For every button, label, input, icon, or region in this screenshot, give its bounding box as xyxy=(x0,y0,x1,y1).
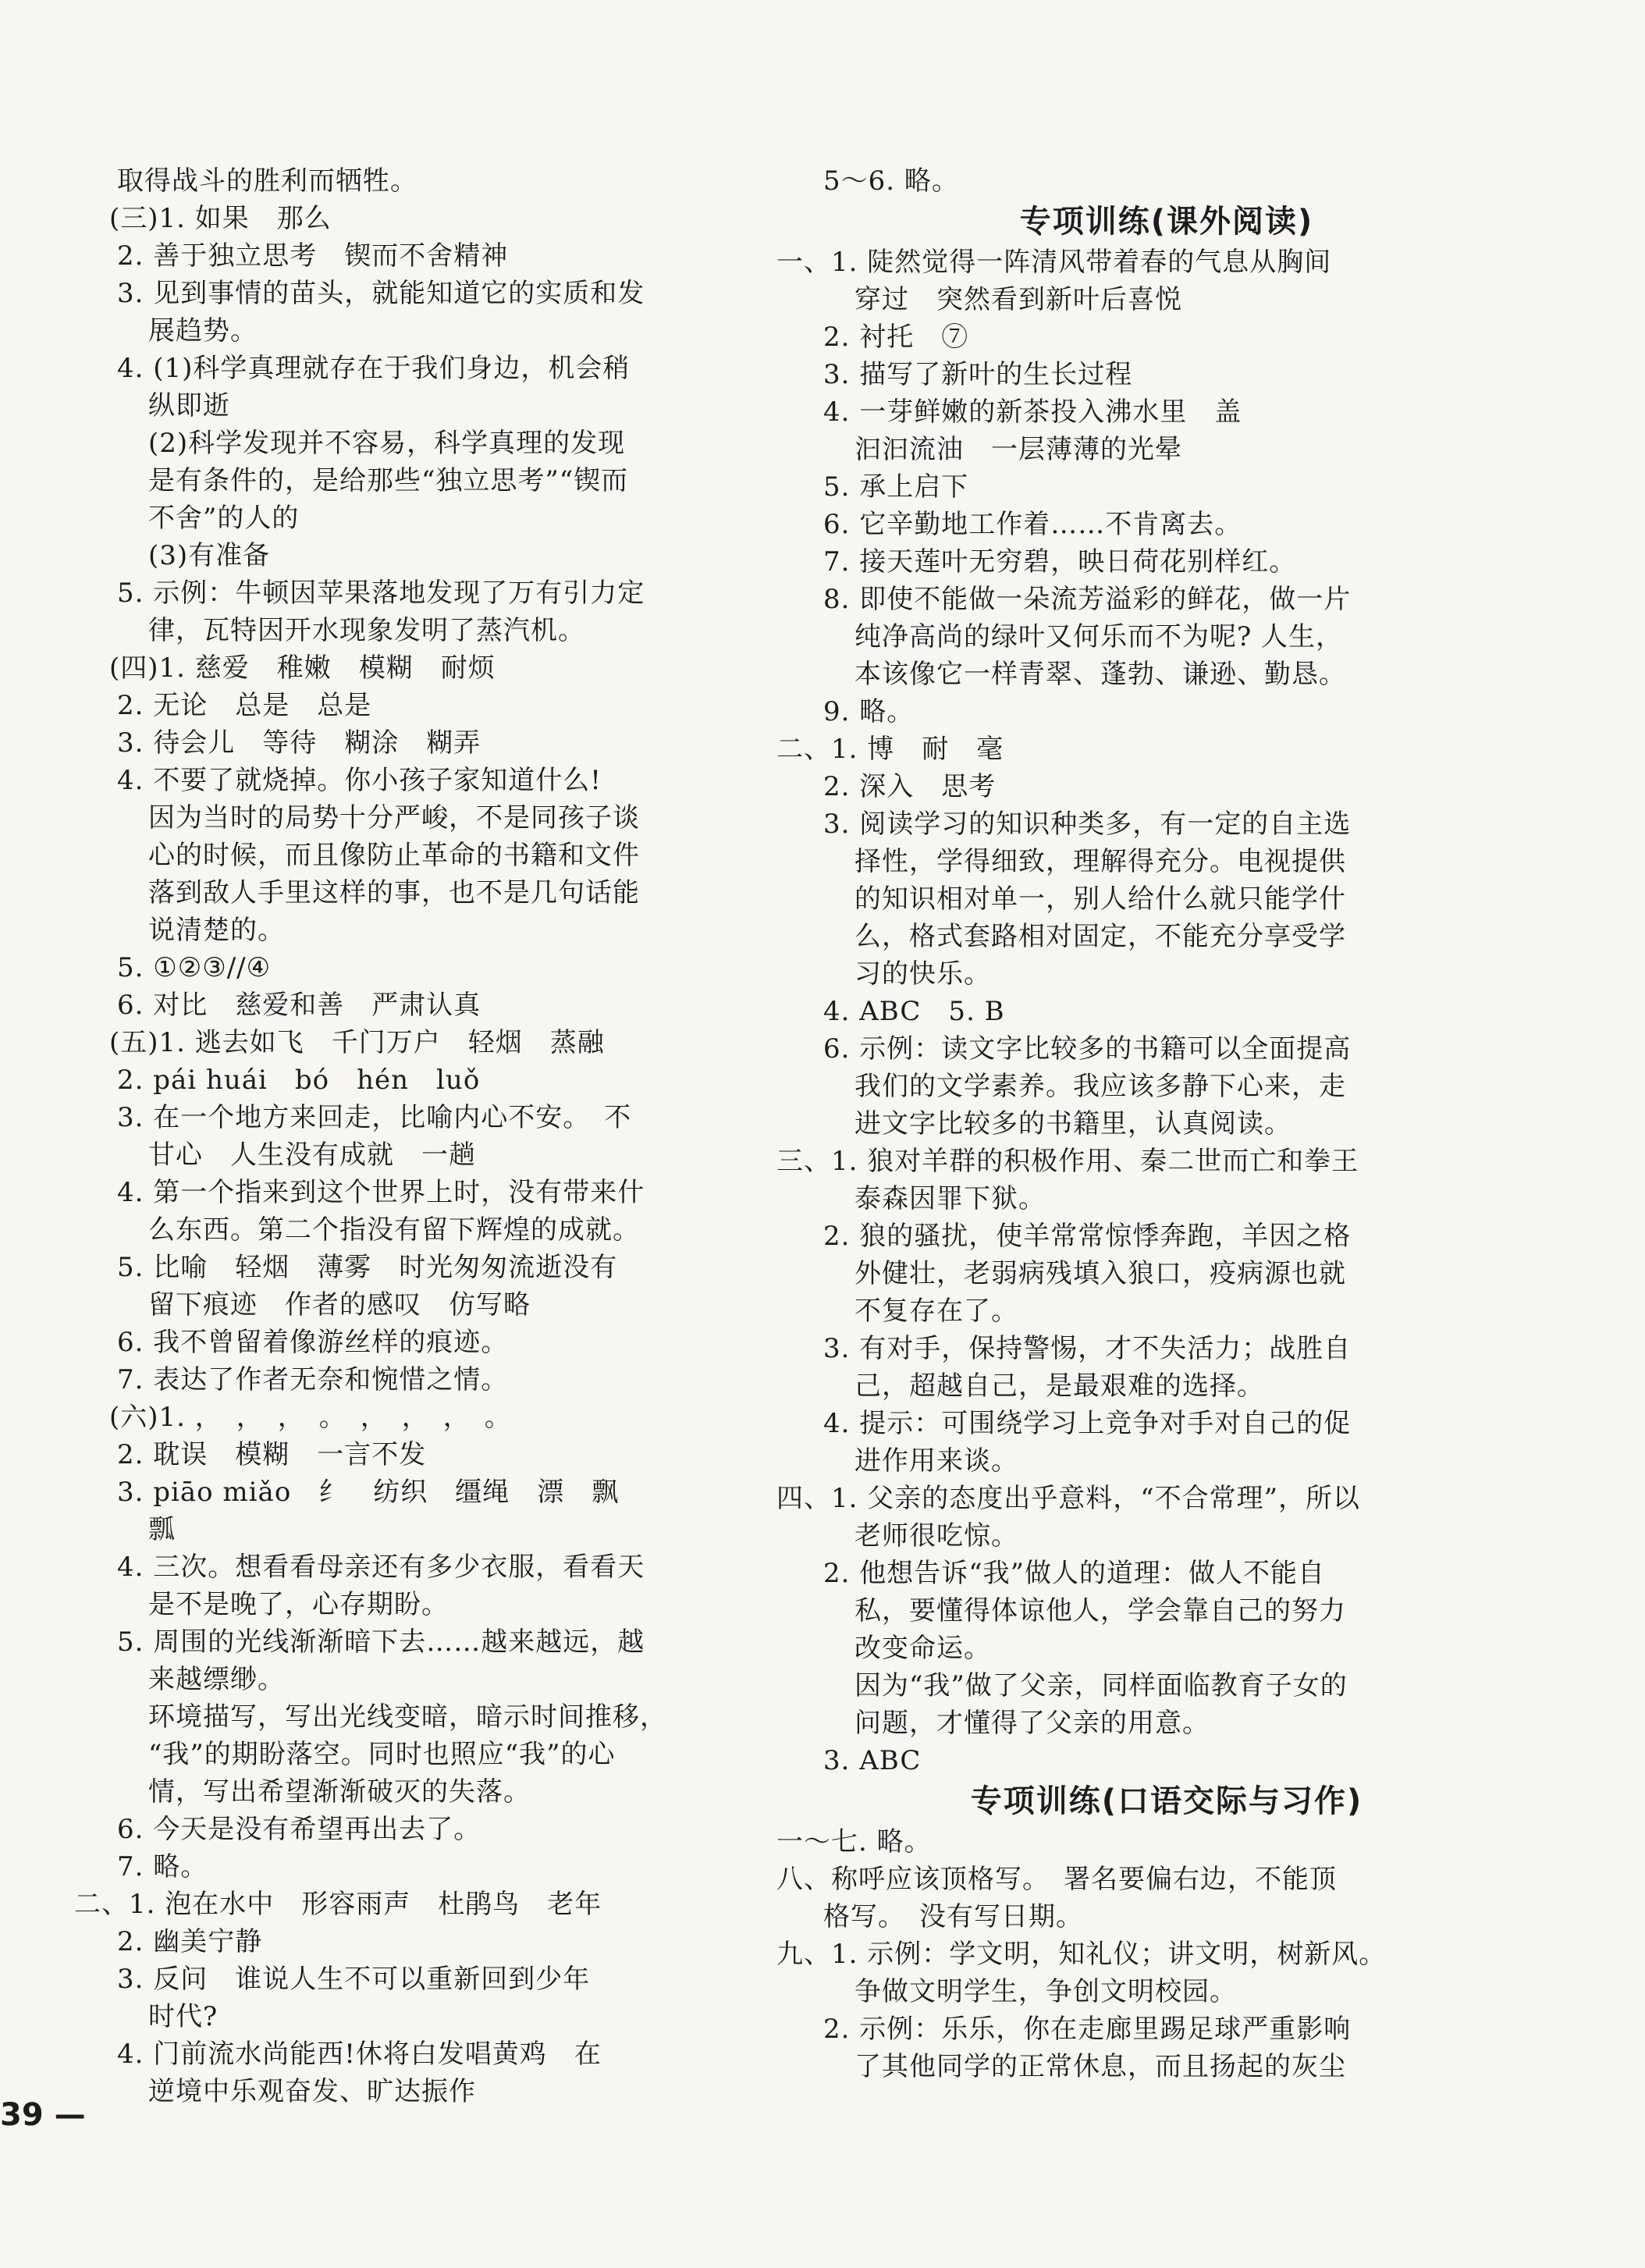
answer-line: 心的时候，而且像防止革命的书籍和文件 xyxy=(148,840,640,871)
answer-line: 5. 周围的光线渐渐暗下去……越来越远，越 xyxy=(117,1626,645,1658)
answer-line: 2. 幽美宁静 xyxy=(117,1926,263,1957)
answer-line: 4. 提示：可围绕学习上竞争对手对自己的促 xyxy=(823,1408,1352,1439)
answer-line: 是不是晚了，心存期盼。 xyxy=(148,1589,449,1620)
right-column xyxy=(776,162,1557,2085)
answer-line: 九、1. 示例：学文明，知礼仪；讲文明，树新风。 xyxy=(776,1939,1387,1970)
answer-line: 落到敌人手里这样的事，也不是几句话能 xyxy=(148,877,640,908)
answer-line: 不复存在了。 xyxy=(854,1296,1018,1327)
answer-line: 3. 待会儿 等待 糊涂 糊弄 xyxy=(117,727,481,759)
answer-line: 了其他同学的正常休息，而且扬起的灰尘 xyxy=(854,2051,1346,2082)
answer-line: 2. 无论 总是 总是 xyxy=(117,690,372,721)
answer-line: 8. 即使不能做一朵流芳溢彩的鲜花，做一片 xyxy=(823,584,1352,615)
answer-line: 7. 表达了作者无奈和惋惜之情。 xyxy=(117,1364,509,1395)
left-column xyxy=(74,162,812,2110)
answer-line: 5. ①②③//④ xyxy=(117,952,272,983)
answer-line: 说清楚的。 xyxy=(148,915,285,946)
answer-line: 改变命运。 xyxy=(854,1633,991,1664)
answer-line: 时代? xyxy=(148,2001,219,2032)
answer-line: 汩汩流油 一层薄薄的光晕 xyxy=(854,434,1182,465)
answer-line: 7. 略。 xyxy=(117,1851,208,1882)
answer-line: 四、1. 父亲的态度出乎意料，“不合常理”，所以 xyxy=(776,1483,1361,1514)
answer-line: 7. 接天莲叶无穷碧，映日荷花别样红。 xyxy=(823,546,1297,578)
answer-line: 3. 反问 谁说人生不可以重新回到少年 xyxy=(117,1964,591,1995)
answer-line: 5. 示例：牛顿因苹果落地发现了万有引力定 xyxy=(117,578,645,609)
answer-line: 9. 略。 xyxy=(823,696,915,727)
answer-line: 我们的文学素养。我应该多静下心来，走 xyxy=(854,1071,1346,1102)
answer-line: 2. 他想告诉“我”做人的道理：做人不能自 xyxy=(823,1558,1326,1589)
answer-line: (2)科学发现并不容易，科学真理的发现 xyxy=(148,428,626,459)
answer-line: 瓢 xyxy=(148,1514,176,1545)
answer-line: 6. 今天是没有希望再出去了。 xyxy=(117,1814,481,1845)
answer-line: (3)有准备 xyxy=(148,540,271,571)
answer-line: 来越缥缈。 xyxy=(148,1664,285,1695)
answer-line: 3. 有对手，保持警惕，才不失活力；战胜自 xyxy=(823,1333,1352,1364)
answer-line: 4. 不要了就烧掉。你小孩子家知道什么! xyxy=(117,765,602,796)
answer-line: 己，超越自己，是最艰难的选择。 xyxy=(854,1370,1264,1402)
answer-line: 一、1. 陡然觉得一阵清风带着春的气息从胸间 xyxy=(776,247,1332,278)
answer-line: 2. pái huái bó hén luǒ xyxy=(117,1065,481,1096)
answer-line: 三、1. 狼对羊群的积极作用、秦二世而亡和拳王 xyxy=(776,1146,1359,1177)
answer-line: 3. 见到事情的苗头，就能知道它的实质和发 xyxy=(117,278,645,309)
answer-line: 因为“我”做了父亲，同样面临教育子女的 xyxy=(854,1670,1348,1701)
answer-line: 2. 狼的骚扰，使羊常常惊悸奔跑，羊因之格 xyxy=(823,1221,1352,1252)
answer-line: 4. (1)科学真理就存在于我们身边，机会稍 xyxy=(117,353,631,384)
answer-line: 逆境中乐观奋发、旷达振作 xyxy=(148,2076,476,2107)
answer-line: (四)1. 慈爱 稚嫩 模糊 耐烦 xyxy=(109,652,496,684)
answer-line: 么，格式套路相对固定，不能充分享受学 xyxy=(854,921,1346,952)
answer-line: 纯净高尚的绿叶又何乐而不为呢? 人生， xyxy=(854,621,1344,652)
answer-line: 是有条件的，是给那些“独立思考”“锲而 xyxy=(148,465,629,496)
answer-line: 私，要懂得体谅他人，学会靠自己的努力 xyxy=(854,1595,1346,1626)
answer-line: 外健壮，老弱病残填入狼口，疫病源也就 xyxy=(854,1258,1346,1289)
answer-line: 4. 三次。想看看母亲还有多少衣服，看看天 xyxy=(117,1552,645,1583)
answer-line: 3. ABC xyxy=(823,1745,922,1776)
answer-line: 甘心 人生没有成就 一趟 xyxy=(148,1139,476,1171)
answer-line: 2. 衬托 ⑦ xyxy=(823,322,969,353)
answer-line: 情，写出希望渐渐破灭的失落。 xyxy=(148,1776,531,1808)
answer-line: 穿过 突然看到新叶后喜悦 xyxy=(854,284,1182,315)
section-heading: 专项训练(口语交际与习作) xyxy=(970,1783,1363,1819)
answer-line: 4. ABC 5. B xyxy=(823,996,1005,1027)
answer-line: 4. 门前流水尚能西!休将白发唱黄鸡 在 xyxy=(117,2039,602,2070)
answer-line: 习的快乐。 xyxy=(854,958,991,990)
answer-line: 3. 在一个地方来回走，比喻内心不安。 不 xyxy=(117,1102,632,1133)
answer-line: 一～七. 略。 xyxy=(776,1826,932,1857)
answer-line: 6. 示例：读文字比较多的书籍可以全面提高 xyxy=(823,1033,1352,1065)
answer-line: 的知识相对单一，别人给什么就只能学什 xyxy=(854,883,1346,915)
answer-line: 5. 承上启下 xyxy=(823,471,969,503)
answer-line: (六)1. ， ， ， 。 ， ， ， 。 xyxy=(109,1402,512,1433)
answer-line: 二、1. 泡在水中 形容雨声 杜鹃鸟 老年 xyxy=(74,1889,602,1920)
answer-line: 律，瓦特因开水现象发明了蒸汽机。 xyxy=(148,615,585,646)
answer-line: 3. 阅读学习的知识种类多，有一定的自主选 xyxy=(823,809,1352,840)
answer-line: (三)1. 如果 那么 xyxy=(109,203,332,234)
answer-line: 么东西。第二个指没有留下辉煌的成就。 xyxy=(148,1214,640,1246)
section-heading: 专项训练(课外阅读) xyxy=(1019,204,1314,240)
answer-line: 2. 深入 思考 xyxy=(823,771,997,802)
answer-line: “我”的期盼落空。同时也照应“我”的心 xyxy=(148,1739,616,1770)
answer-line: 展趋势。 xyxy=(148,315,258,347)
answer-line: 2. 示例：乐乐，你在走廊里踢足球严重影响 xyxy=(823,2014,1352,2045)
answer-line: 4. 一芽鲜嫩的新茶投入沸水里 盖 xyxy=(823,396,1242,428)
answer-line: 择性，学得细致，理解得充分。电视提供 xyxy=(854,846,1346,877)
answer-line: 二、1. 博 耐 毫 xyxy=(776,734,1004,765)
answer-line: 2. 耽误 模糊 一言不发 xyxy=(117,1439,427,1470)
answer-line: 4. 第一个指来到这个世界上时，没有带来什 xyxy=(117,1177,645,1208)
answer-line: 6. 它辛勤地工作着……不肯离去。 xyxy=(823,509,1242,540)
answer-line: 因为当时的局势十分严峻，不是同孩子谈 xyxy=(148,802,640,834)
answer-line: 本该像它一样青翠、蓬勃、谦逊、勤恳。 xyxy=(854,659,1346,690)
answer-line: 问题，才懂得了父亲的用意。 xyxy=(854,1708,1210,1739)
answer-line: 不舍”的人的 xyxy=(148,503,300,534)
answer-line: 八、称呼应该顶格写。 署名要偏右边，不能顶 xyxy=(776,1864,1337,1895)
answer-line: 环境描写，写出光线变暗，暗示时间推移， xyxy=(148,1701,667,1733)
answer-line: 取得战斗的胜利而牺牲。 xyxy=(117,165,417,197)
page-number: 39 — xyxy=(0,2097,86,2133)
answer-line: 进文字比较多的书籍里，认真阅读。 xyxy=(854,1108,1291,1139)
answer-line: 6. 对比 慈爱和善 严肃认真 xyxy=(117,990,481,1021)
answer-line: 进作用来谈。 xyxy=(854,1445,1018,1477)
answer-line: 留下痕迹 作者的感叹 仿写略 xyxy=(148,1289,531,1321)
answer-line: 3. 描写了新叶的生长过程 xyxy=(823,359,1133,390)
answer-line: 纵即逝 xyxy=(148,390,230,421)
answer-line: 2. 善于独立思考 锲而不舍精神 xyxy=(117,240,509,272)
answer-line: 泰森因罪下狱。 xyxy=(854,1183,1046,1214)
answer-line: 老师很吃惊。 xyxy=(854,1520,1018,1552)
answer-line: 5～6. 略。 xyxy=(823,165,959,197)
answer-line: 5. 比喻 轻烟 薄雾 时光匆匆流逝没有 xyxy=(117,1252,618,1283)
answer-line: (五)1. 逃去如飞 千门万户 轻烟 蒸融 xyxy=(109,1027,605,1058)
answer-line: 6. 我不曾留着像游丝样的痕迹。 xyxy=(117,1327,509,1358)
answer-line: 争做文明学生，争创文明校园。 xyxy=(854,1976,1237,2007)
answer-line: 格写。 没有写日期。 xyxy=(823,1901,1083,1932)
answer-line: 3. piāo miǎo 纟 纺织 缰绳 漂 飘 xyxy=(117,1477,620,1508)
